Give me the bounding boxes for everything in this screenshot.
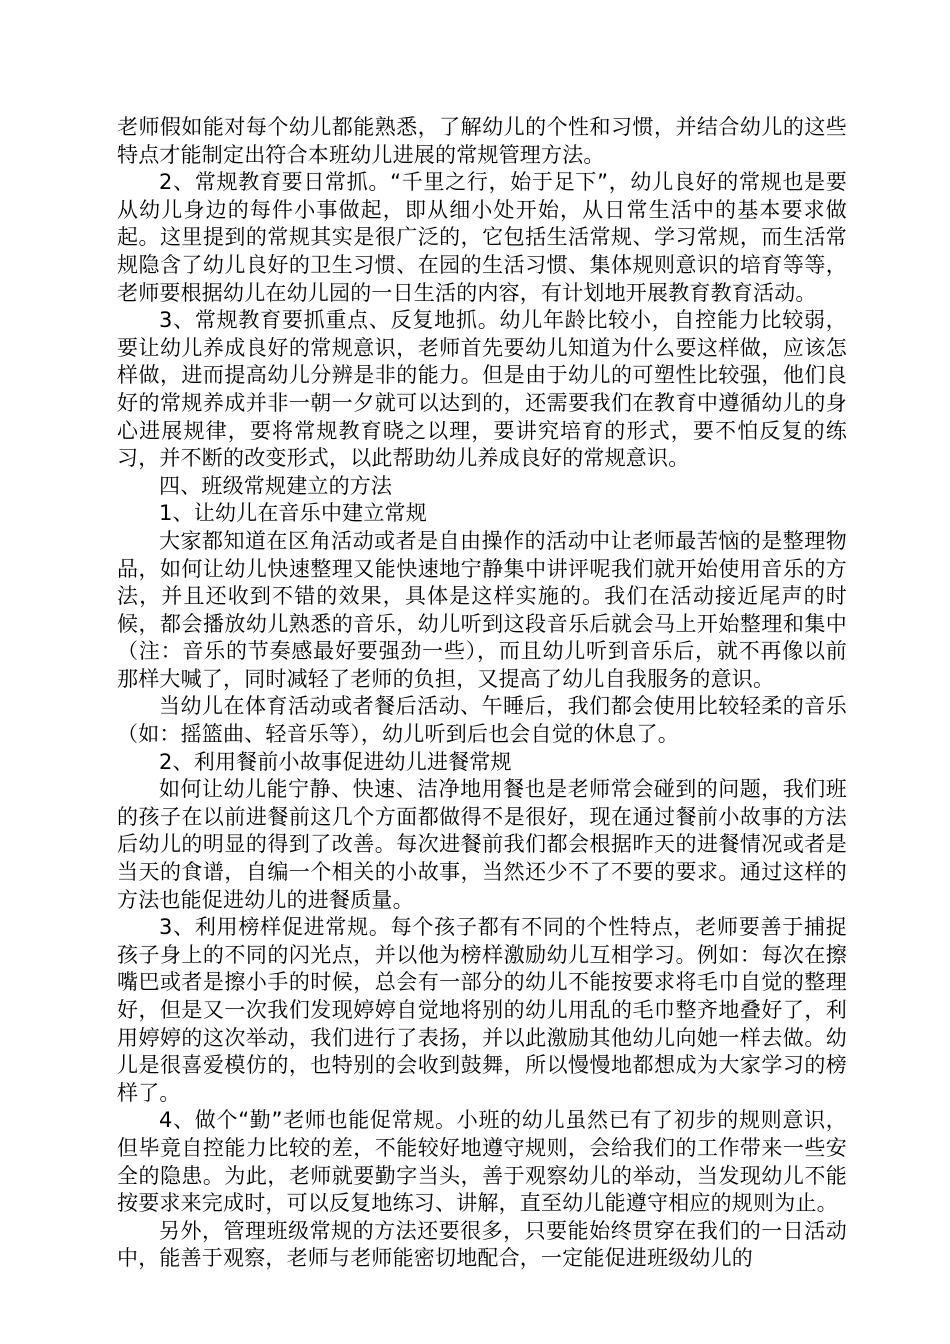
paragraph-role-models: 3、利用榜样促进常规。每个孩子都有不同的个性特点，老师要善于捕捉孩子身上的不同的闪光点，并以他为榜样激励幼儿互相学习。例如：每次在擦嘴巴或者是擦小手的时候，总会有一部分的幼儿不能按要求将毛巾自觉的整理好，但是又一次我们发现婷婷自觉地将别的幼儿用乱的毛巾整齐地叠好了，利用婷婷的这次举动，我们进行了表扬，并以此激励其他幼儿向她一样去做。幼儿是很喜爱模仿的，也特别的会收到鼓舞，所以慢慢地都想成为大家学习的榜样了。	[117, 915, 847, 1105]
paragraph-meal-stories: 如何让幼儿能宁静、快速、洁净地用餐也是老师常会碰到的问题，我们班的孩子在以前进餐前这几个方面都做得不是很好，现在通过餐前小故事的方法后幼儿的明显的得到了改善。每次进餐前我们都会根据昨天的进餐情况或者是当天的食谱，自编一个相关的小故事，当然还少不了不要的要求。通过这样的方法也能促进幼儿的进餐质量。	[117, 777, 847, 912]
document-body	[117, 114, 847, 1273]
section-heading-methods: 四、班级常规建立的方法	[159, 473, 393, 498]
paragraph-conclusion: 另外，管理班级常规的方法还要很多，只要能始终贯穿在我们的一日活动中，能善于观察，老师与老师能密切地配合，一定能促进班级幼儿的	[117, 1218, 847, 1271]
subheading-music: 1、让幼儿在音乐中建立常规	[159, 501, 427, 526]
paragraph-music-tidy: 大家都知道在区角活动或者是自由操作的活动中让老师最苦恼的是整理物品，如何让幼儿快速整理又能快速地宁静集中讲评呢我们就开始使用音乐的方法，并且还收到不错的效果，具体是这样实施的。我们在活动接近尾声的时候，都会播放幼儿熟悉的音乐，幼儿听到这段音乐后就会马上开始整理和集中（注：音乐的节奏感最好要强劲一些），而且幼儿听到音乐后，就不再像以前那样大喊了，同时减轻了老师的负担，又提高了幼儿自我服务的意识。	[117, 528, 847, 691]
paragraph-diligent-teacher: 4、做个“勤”老师也能促常规。小班的幼儿虽然已有了初步的规则意识，但毕竟自控能力比较的差，不能较好地遵守规则，会给我们的工作带来一些安全的隐患。为此，老师就要勤字当头，善于观察幼儿的举动，当发现幼儿不能按要求来完成时，可以反复地练习、讲解，直至幼儿能遵守相应的规则为止。	[117, 1108, 847, 1216]
paragraph-intro-continuation: 老师假如能对每个幼儿都能熟悉，了解幼儿的个性和习惯，并结合幼儿的这些特点才能制定出符合本班幼儿进展的常规管理方法。	[117, 115, 847, 167]
paragraph-music-rest: 当幼儿在体育活动或者餐后活动、午睡后，我们都会使用比较轻柔的音乐（如：摇篮曲、轻音乐等），幼儿听到后也会自觉的休息了。	[117, 694, 847, 747]
paragraph-key-points: 3、常规教育要抓重点、反复地抓。幼儿年龄比较小，自控能力比较弱，要让幼儿养成良好的常规意识，老师首先要幼儿知道为什么要这样做，应该怎样做，进而提高幼儿分辨是非的能力。但是由于幼儿的可塑性比较强，他们良好的常规养成并非一朝一夕就可以达到的，还需要我们在教育中遵循幼儿的身心进展规律，要将常规教育晓之以理，要讲究培育的形式，要不怕反复的练习，并不断的改变形式，以此帮助幼儿养成良好的常规意识。	[117, 308, 847, 471]
subheading-meal-stories: 2、利用餐前小故事促进幼儿进餐常规	[159, 749, 512, 774]
paragraph-daily-routine: 2、常规教育要日常抓。“千里之行，始于足下”，幼儿良好的常规也是要从幼儿身边的每件小事做起，即从细小处开始，从日常生活中的基本要求做起。这里提到的常规其实是很广泛的，它包括生活常规、学习常规，而生活常规隐含了幼儿良好的卫生习惯、在园的生活习惯、集体规则意识的培育等等，老师要根据幼儿在幼儿园的一日生活的内容，有计划地开展教育教育活动。	[117, 170, 847, 305]
